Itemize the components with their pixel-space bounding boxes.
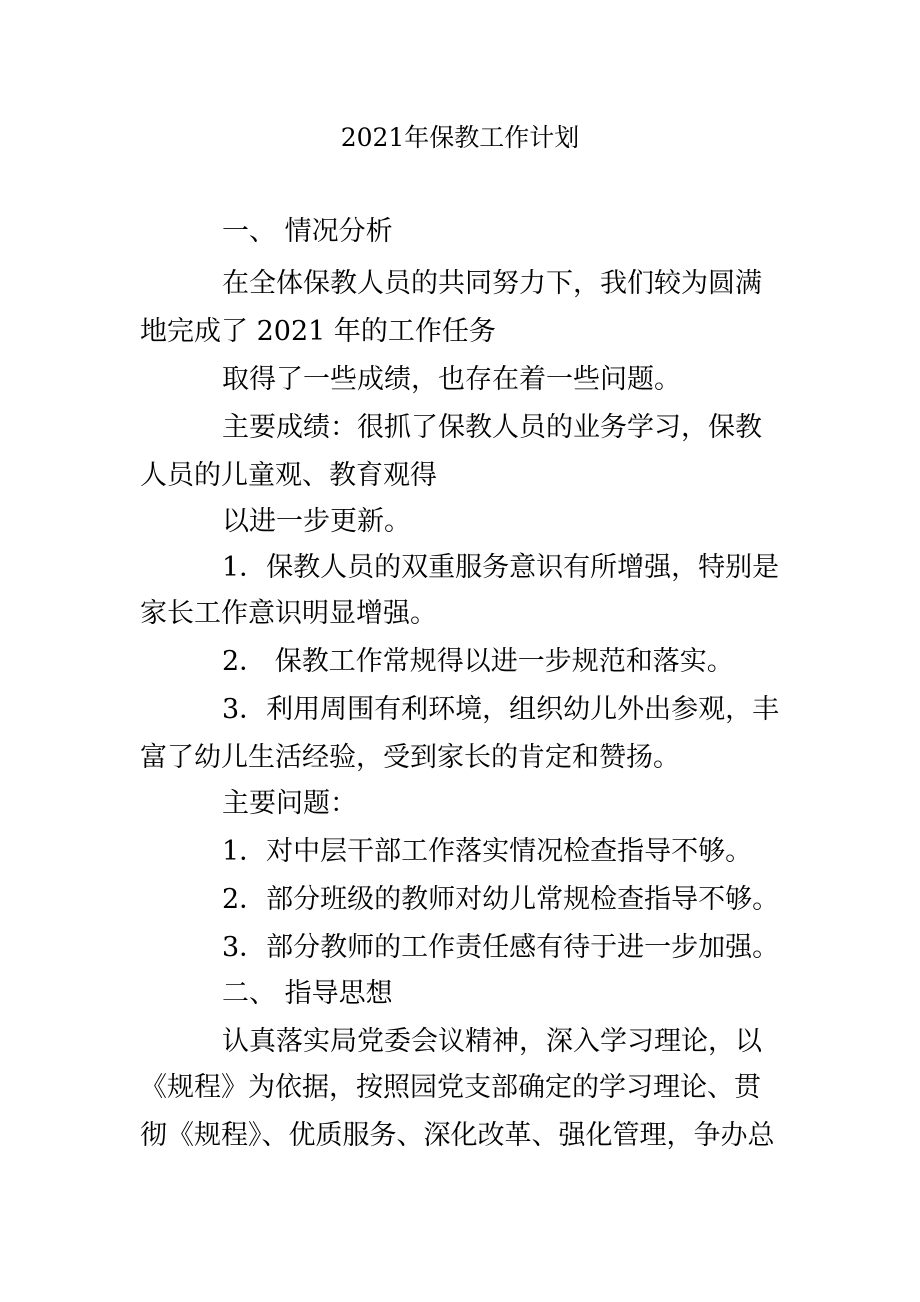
paragraph-line: 《规程》为依据，按照园党支部确定的学习理论、贯 [140, 1072, 761, 1103]
paragraph-line: 主要成绩：很抓了保教人员的业务学习，保教 [222, 412, 762, 443]
paragraph-line: 2． 保教工作常规得以进一步规范和落实。 [222, 646, 734, 677]
paragraph-line: 1．保教人员的双重服务意识有所增强，特别是 [222, 552, 780, 583]
paragraph-line: 3．部分教师的工作责任感有待于进一步加强。 [222, 932, 780, 963]
document-title: 2021年保教工作计划 [340, 123, 580, 152]
paragraph-line: 认真落实局党委会议精神，深入学习理论，以 [222, 1026, 762, 1057]
paragraph-line: 2．部分班级的教师对幼儿常规检查指导不够。 [222, 884, 780, 915]
paragraph-line: 家长工作意识明显增强。 [140, 598, 437, 629]
paragraph-line: 取得了一些成绩，也存在着一些问题。 [222, 364, 681, 395]
paragraph-line: 二、 指导思想 [222, 978, 393, 1009]
paragraph-line: 一、 情况分析 [222, 216, 393, 247]
paragraph-line: 1．对中层干部工作落实情况检查指导不够。 [222, 836, 753, 867]
paragraph-line: 主要问题： [222, 788, 357, 819]
paragraph-line: 人员的儿童观、教育观得 [140, 460, 437, 491]
paragraph-line: 彻《规程》、优质服务、深化改革、强化管理，争办总 [140, 1120, 775, 1151]
paragraph-line: 在全体保教人员的共同努力下，我们较为圆满 [222, 268, 762, 299]
paragraph-line: 3．利用周围有利环境，组织幼儿外出参观，丰 [222, 694, 780, 725]
paragraph-line: 富了幼儿生活经验，受到家长的肯定和赞扬。 [140, 742, 680, 773]
paragraph-line: 地完成了 2021 年的工作任务 [140, 316, 496, 347]
paragraph-line: 以进一步更新。 [222, 506, 411, 537]
